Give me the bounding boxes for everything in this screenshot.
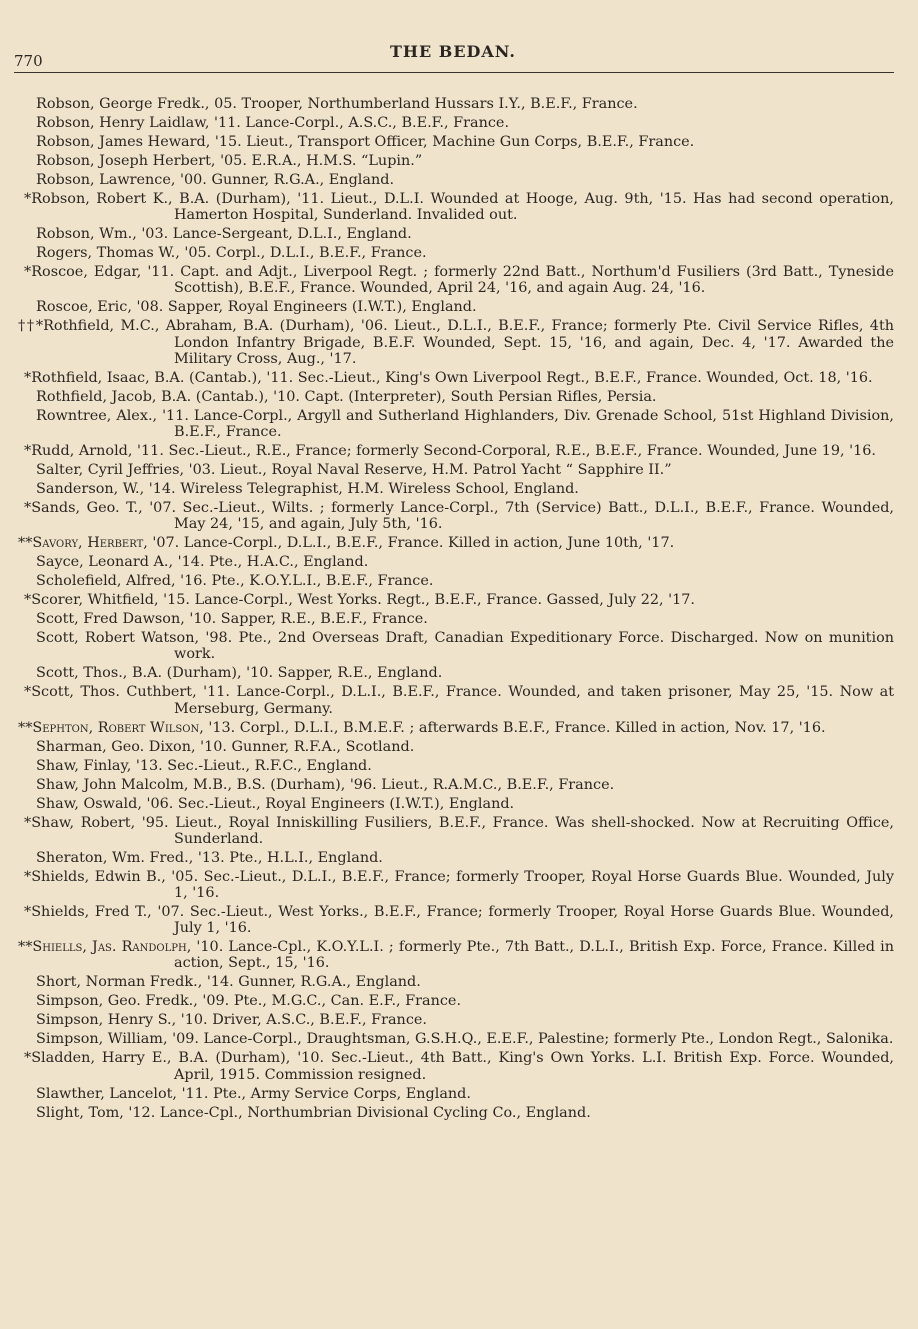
entry-marker: ††* bbox=[18, 318, 44, 335]
entry-details: '11. Pte., Army Service Corps, England. bbox=[181, 1085, 471, 1102]
entry-details: '08. Sapper, Royal Engineers (I.W.T.), England. bbox=[136, 299, 477, 316]
entry-marker: * bbox=[24, 904, 32, 921]
entry-details: '11. Lance-Corpl., D.L.I., B.E.F., France. Wounded, and taken prisoner, May 25, '15. Now at Merseburg, Germany. bbox=[174, 684, 894, 717]
entry-details: '14. Pte., H.A.C., England. bbox=[177, 554, 369, 571]
entry-details: '11. Lance-Corpl., Argyll and Sutherland Highlanders, Div. Grenade School, 51st Highland Division, B.E.F., France. bbox=[162, 407, 895, 441]
list-item bbox=[0, 408, 918, 440]
entry-details: '11. Lance-Corpl., A.S.C., B.E.F., France. bbox=[214, 115, 510, 131]
entry-details: '07. Lance-Corpl., D.L.I., B.E.F., France. Killed in action, June 10th, '17. bbox=[152, 535, 675, 552]
entry-details: B.A. (Cantab.), '11. Sec.-Lieut., King's Own Liverpool Regt., B.E.F., France. Wounded, Oct. 18, '16. bbox=[154, 369, 873, 386]
list-item bbox=[0, 535, 918, 551]
entry-name: Robson, George Fredk., bbox=[36, 96, 215, 112]
list-item bbox=[0, 172, 918, 188]
entry-details: '12. Lance-Cpl., Northumbrian Divisional Cycling Co., England. bbox=[128, 1104, 591, 1121]
entry-name: Scott, Thos., bbox=[36, 665, 132, 682]
entry-name: Roscoe, Eric, bbox=[36, 299, 137, 316]
entry-marker: * bbox=[24, 868, 32, 885]
entry-name: Salter, Cyril Jeffries, bbox=[36, 462, 189, 479]
entry-marker: ** bbox=[18, 939, 33, 956]
entry-name: Sands, Geo. T., bbox=[31, 500, 150, 517]
entry-details: '13. Pte., H.L.I., England. bbox=[197, 849, 383, 866]
list-item bbox=[0, 500, 918, 532]
entry-name: Shaw, Finlay, bbox=[36, 757, 136, 774]
entry-details: '00. Gunner, R.G.A., England. bbox=[180, 172, 395, 188]
list-item bbox=[0, 264, 918, 296]
entry-details: '98. Pte., 2nd Overseas Draft, Canadian Expeditionary Force. Discharged. Now on munition work. bbox=[174, 630, 894, 663]
entry-marker: * bbox=[24, 592, 32, 609]
list-item bbox=[0, 554, 918, 570]
entry-name: Shaw, Robert, bbox=[31, 814, 142, 831]
entry-name: Scorer, Whitfield, bbox=[31, 592, 164, 609]
entry-marker: * bbox=[24, 684, 32, 701]
entry-name: Short, Norman Fredk., bbox=[36, 974, 207, 991]
entry-name: Sephton, Robert Wilson, bbox=[32, 719, 209, 736]
list-item bbox=[0, 974, 918, 990]
list-item bbox=[0, 1050, 918, 1082]
list-item bbox=[0, 1105, 918, 1121]
entry-name: Shaw, Oswald, bbox=[36, 795, 147, 812]
entry-name: Robson, Wm., bbox=[36, 226, 142, 243]
list-item bbox=[0, 481, 918, 497]
running-title: THE BEDAN. bbox=[390, 42, 516, 61]
entry-name: Sharman, Geo. Dixon, bbox=[36, 738, 201, 755]
entry-name: Shields, Fred T., bbox=[31, 904, 158, 921]
entry-name: Shaw, John Malcolm, bbox=[36, 776, 194, 793]
header-rule bbox=[14, 72, 894, 73]
list-item bbox=[0, 389, 918, 405]
entry-details: '05. Sec.-Lieut., D.L.I., B.E.F., France; formerly Trooper, Royal Horse Guards Blue. Wounded, July 1, '16. bbox=[171, 868, 894, 902]
list-item bbox=[0, 592, 918, 608]
entry-marker: ** bbox=[18, 535, 33, 552]
entry-details: '10. Lance-Cpl., K.O.Y.L.I. ; formerly Pte., 7th Batt., D.L.I., British Exp. Force, France. Killed in action, Sept., 15, '16. bbox=[174, 939, 894, 972]
entry-details: '05. Corpl., D.L.I., B.E.F., France. bbox=[184, 245, 427, 262]
entry-name: Rothfield, Isaac, bbox=[31, 369, 155, 386]
entry-name: Rothfield, M.C., Abraham, bbox=[43, 318, 244, 335]
entry-name: Robson, Lawrence, bbox=[36, 172, 181, 188]
entry-details: 05. Trooper, Northumberland Hussars I.Y., B.E.F., France. bbox=[214, 96, 638, 112]
entry-details: '16. Pte., K.O.Y.L.I., B.E.F., France. bbox=[180, 573, 434, 590]
list-item bbox=[0, 993, 918, 1009]
list-item bbox=[0, 443, 918, 459]
entry-details: '07. Sec.-Lieut., Wilts. ; formerly Lance-Corpl., 7th (Service) Batt., D.L.I., B.E.F., France. Wounded, May 24, '15, and again, July 5th, '16. bbox=[149, 500, 894, 533]
list-item bbox=[0, 462, 918, 478]
list-item bbox=[0, 796, 918, 812]
entry-marker: * bbox=[24, 191, 32, 207]
entry-name: Slight, Tom, bbox=[36, 1104, 129, 1121]
entry-name: Sayce, Leonard A., bbox=[36, 554, 178, 571]
entry-details: '06. Sec.-Lieut., Royal Engineers (I.W.T.), England. bbox=[146, 795, 515, 812]
entry-details: '03. Lieut., Royal Naval Reserve, H.M. Patrol Yacht “ Sapphire II.” bbox=[188, 462, 672, 479]
entry-marker: * bbox=[24, 814, 32, 831]
entry-marker: * bbox=[24, 369, 32, 386]
list-item bbox=[0, 665, 918, 681]
list-item bbox=[0, 153, 918, 169]
entry-details: '15. Lieut., Transport Officer, Machine Gun Corps, B.E.F., France. bbox=[214, 134, 695, 150]
list-item bbox=[0, 370, 918, 386]
entry-name: Savory, Herbert, bbox=[32, 535, 153, 552]
entry-marker: * bbox=[24, 1050, 32, 1067]
list-item bbox=[0, 630, 918, 662]
entry-details: '03. Lance-Sergeant, D.L.I., England. bbox=[141, 226, 412, 243]
entry-name: Rogers, Thomas W., bbox=[36, 245, 185, 262]
list-item bbox=[0, 1012, 918, 1028]
entry-details: B.A. (Durham), '10. Sapper, R.E., England. bbox=[131, 665, 443, 682]
list-item bbox=[0, 299, 918, 315]
entry-name: Robson, Robert K., bbox=[31, 191, 180, 207]
entry-name: Robson, Henry Laidlaw, bbox=[36, 115, 214, 131]
list-item bbox=[0, 939, 918, 971]
list-item bbox=[0, 245, 918, 261]
entry-details: '11. Sec.-Lieut., R.E., France; formerly Second-Corporal, R.E., B.E.F., France. Wounded, June 19, '16. bbox=[137, 443, 876, 460]
entry-marker: ** bbox=[18, 719, 33, 736]
entry-details: B.A. (Durham), '11. Lieut., D.L.I. Wounded at Hooge, Aug. 9th, '15. Has had second operation, Hamerton Hospital, Sunderland. Invalided out. bbox=[174, 191, 894, 224]
list-item bbox=[0, 758, 918, 774]
entry-name: Roscoe, Edgar, bbox=[31, 264, 148, 281]
list-item bbox=[0, 1086, 918, 1102]
list-item bbox=[0, 777, 918, 793]
entry-name: Scott, Fred Dawson, bbox=[36, 611, 190, 628]
entry-details: B.A. (Durham), '06. Lieut., D.L.I., B.E.F., France; formerly Pte. Civil Service Rifles, 4th London Infantry Brigade, B.E.F. Wounded, Sept. 15, '16, and again, Dec. 4, '17. Awarded the Military Cross, Aug., '17. bbox=[174, 318, 894, 367]
entry-name: Shiells, Jas. Randolph, bbox=[32, 939, 197, 956]
list-item bbox=[0, 684, 918, 716]
entry-details: '14. Wireless Telegraphist, H.M. Wireless School, England. bbox=[148, 481, 579, 498]
entry-name: Simpson, Henry S., bbox=[36, 1012, 181, 1029]
entry-name: Sladden, Harry E., bbox=[31, 1050, 179, 1067]
entry-details: B.A. (Cantab.), '10. Capt. (Interpreter), South Persian Rifles, Persia. bbox=[161, 388, 657, 405]
entry-details: M.B., B.S. (Durham), '96. Lieut., R.A.M.C., B.E.F., France. bbox=[193, 776, 615, 793]
entry-name: Simpson, Geo. Fredk., bbox=[36, 993, 203, 1010]
entry-name: Sheraton, Wm. Fred., bbox=[36, 849, 198, 866]
entry-details: '95. Lieut., Royal Inniskilling Fusiliers, B.E.F., France. Was shell-shocked. Now at Recruiting Office, Sunderland. bbox=[141, 814, 894, 847]
entry-marker: * bbox=[24, 264, 32, 281]
entry-details: B.A. (Durham), '10. Sec.-Lieut., 4th Batt., King's Own Yorks. L.I. British Exp. Force. Wounded, April, 1915. Commission resigned. bbox=[174, 1050, 894, 1083]
list-item bbox=[0, 720, 918, 736]
entry-name: Scholefield, Alfred, bbox=[36, 573, 181, 590]
entry-details: '07. Sec.-Lieut., West Yorks., B.E.F., France; formerly Trooper, Royal Horse Guards Blue. Wounded, July 1, '16. bbox=[157, 904, 894, 937]
page-header bbox=[0, 40, 918, 70]
list-item bbox=[0, 904, 918, 936]
entry-details: '10. Driver, A.S.C., B.E.F., France. bbox=[180, 1012, 427, 1029]
list-item bbox=[0, 134, 918, 150]
entry-marker: * bbox=[24, 443, 32, 460]
entry-details: '10. Sapper, R.E., B.E.F., France. bbox=[189, 611, 428, 628]
list-item bbox=[0, 1031, 918, 1047]
entry-details: '11. Capt. and Adjt., Liverpool Regt. ; formerly 22nd Batt., Northum'd Fusiliers (3rd Batt., Tyneside Scottish), B.E.F., France. Wounded, April 24, '16, and again Aug. 24, '16. bbox=[147, 264, 894, 297]
entry-name: Sanderson, W., bbox=[36, 481, 149, 498]
entry-details: '10. Gunner, R.F.A., Scotland. bbox=[200, 738, 415, 755]
entry-details: '09. Lance-Corpl., Draughtsman, G.S.H.Q., E.E.F., Palestine; formerly Pte., London Regt., Salonika. bbox=[172, 1031, 894, 1048]
entry-marker: * bbox=[24, 500, 32, 517]
entry-name: Rudd, Arnold, bbox=[31, 443, 138, 460]
entry-name: Scott, Robert Watson, bbox=[36, 630, 206, 647]
entry-details: '13. Corpl., D.L.I., B.M.E.F. ; afterwards B.E.F., France. Killed in action, Nov. 17, '16. bbox=[208, 719, 826, 736]
list-item bbox=[0, 739, 918, 755]
entry-name: Rowntree, Alex., bbox=[36, 407, 163, 424]
entry-name: Scott, Thos. Cuthbert, bbox=[31, 684, 204, 701]
roll-of-service-list bbox=[0, 96, 918, 1124]
list-item bbox=[0, 318, 918, 367]
list-item bbox=[0, 96, 918, 112]
list-item bbox=[0, 815, 918, 847]
entry-details: '15. Lance-Corpl., West Yorks. Regt., B.E.F., France. Gassed, July 22, '17. bbox=[163, 592, 695, 609]
entry-details: '09. Pte., M.G.C., Can. E.F., France. bbox=[202, 993, 462, 1010]
entry-name: Robson, James Heward, bbox=[36, 134, 215, 150]
entry-name: Simpson, William, bbox=[36, 1031, 173, 1048]
page-number: 770 bbox=[14, 52, 43, 70]
entry-name: Rothfield, Jacob, bbox=[36, 388, 162, 405]
entry-name: Shields, Edwin B., bbox=[31, 868, 172, 885]
list-item bbox=[0, 191, 918, 223]
list-item bbox=[0, 850, 918, 866]
entry-name: Robson, Joseph Herbert, bbox=[36, 153, 221, 169]
list-item bbox=[0, 226, 918, 242]
list-item bbox=[0, 869, 918, 901]
entry-details: '14. Gunner, R.G.A., England. bbox=[206, 974, 421, 991]
list-item bbox=[0, 573, 918, 589]
entry-name: Slawther, Lancelot, bbox=[36, 1085, 182, 1102]
list-item bbox=[0, 611, 918, 627]
entry-details: '05. E.R.A., H.M.S. “Lupin.” bbox=[220, 153, 423, 169]
entry-details: '13. Sec.-Lieut., R.F.C., England. bbox=[135, 757, 372, 774]
list-item bbox=[0, 115, 918, 131]
